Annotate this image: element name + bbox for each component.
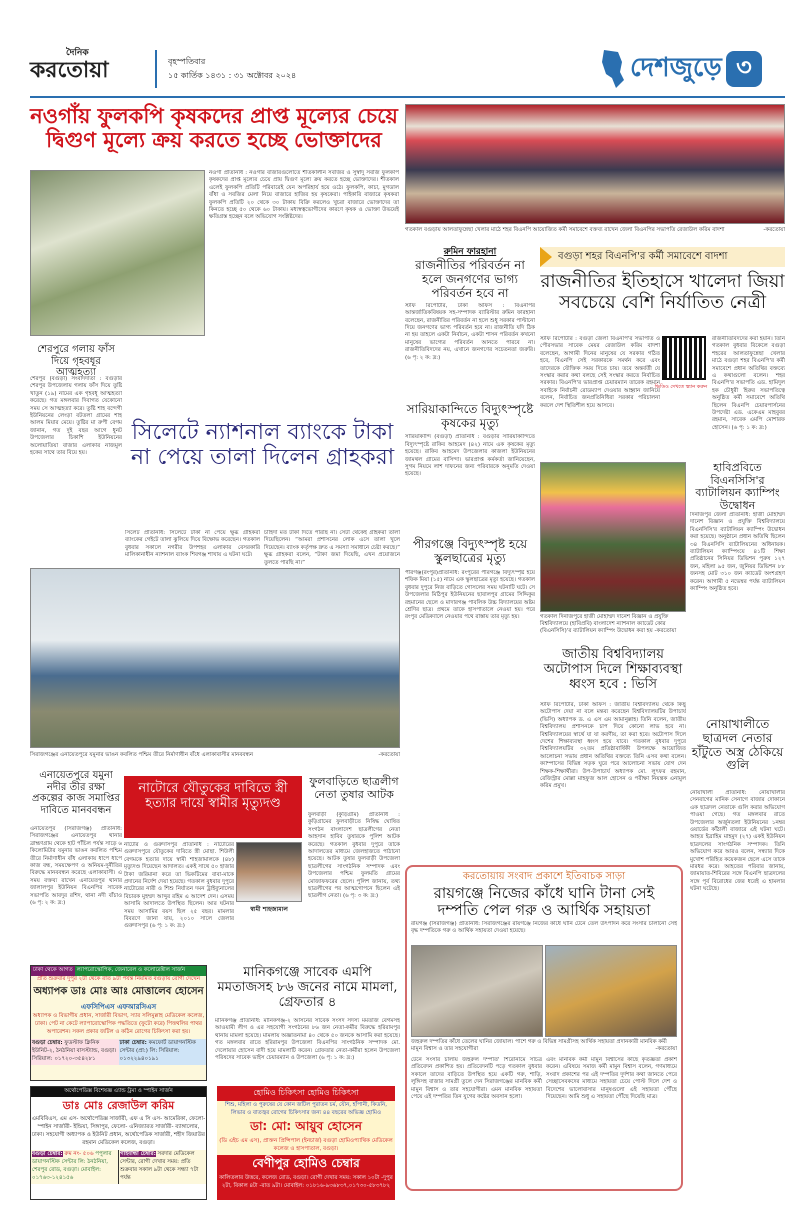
sylhet-headline: সিলেটে ন্যাশনাল ব্যাংকে টাকা না পেয়ে তালা দিলেন গ্রাহকরা <box>130 420 395 471</box>
human-chain-caption: সিরাজগঞ্জের এনায়েতপুরে যমুনার ভাঙন কবলিত পশ্চিম তীরে নির্মাণাধীন বাঁধে এলাকাবাসীর মানববন্ধন -করতোয়া <box>30 752 400 758</box>
bncc-headline: হাবিপ্রবিতে বিএনসিসি'র ব্যাটালিয়ন ক্যাম্পিং উদ্বোধন <box>695 461 780 512</box>
fulbari-headline: ফুলবাড়িতে ছাত্রলীগ নেতা তুষার আটক <box>309 775 399 801</box>
divider <box>155 50 157 88</box>
issue-date: ১৫ কার্তিক ১৪৩১ : ৩১ অক্টোবর ২০২৪ <box>168 71 297 80</box>
lead-headline: নওগাঁয় ফুলকপি কৃষকদের প্রাপ্ত মূল্যের চেয়ে দ্বিগুণ মূল্যে ক্রয় করতে হচ্ছে ভোক্তাদের <box>30 103 398 153</box>
nu-body: স্টাফ রিপোর্টার, ঢাকা অফিস : জাতীয় বিশ্ববিদ্যালয় থেকে কিছু অটোপাস দেয়া না বলে মন্তব্য করেছেন বিশ্ববিদ্যালয়টির উপাচার্য (ভিসি) অধ্যাপক ড. এ এস এম আমানুল্লাহ। তিনি বলেন, জাতীয় বিশ্ববিদ্যালয় প্রশাসনকে চাপ দিয়ে কোনো লাভ হবে না। বিশ্ববিদ্যালয়ের স্বার্থে যা যা করণীয়, তা করা হবে। অটোপাস দিলে দেশের শিক্ষাব্যবস্থা ধ্বংস হয়ে যাবে। গতকাল বুধবার দুপুরে বিশ্ববিদ্যালয়টির ৩২তম প্রতিষ্ঠাবার্ষিকী উপলক্ষে আয়োজিত আলোচনা সভায় প্রধান অতিথির বক্তব্যে তিনি এসব কথা বলেন। ক্যাম্পাসের বিভিন্ন সড়ক ঘুরে পরে আলোচনা সভায় যোগ দেন শিক্ষক-শিক্ষার্থীরা। উপ-উপাচার্য অধ্যাপক মো. লুৎফর রহমান, রেজিস্ট্রার মোল্লা মাহফুজ আল হোসেন ও পরীক্ষা নিয়ন্ত্রক এনামুল করিম প্রমুখ। <box>540 702 686 790</box>
convict-caption: স্বামী শাহজামাল <box>250 906 288 913</box>
rally-caption: গতকাল বগুড়ায় আলতাফুন্নেছা খেলার মাঠে শহর বিএনপি আয়োজিত কর্মী সমাবেশে বক্তব্য রাখেন জেলা বিএনপির সভাপতি রেজাউল করিম বাদশা -করতোয়া <box>405 227 785 233</box>
manikganj-body: মানিকগঞ্জ প্রতিনিধি: মানিকগঞ্জ-২ আসনের সাবেক সংসদ সদস্য মমতাজ বেগমসহ আওয়ামী লীগ ও এর সহযোগী সংগঠনের ৮৬ জন নেতা-কর্মীর বিরুদ্ধে হরিরামপুর থানায় মামলা হয়েছে। মামলায় অজ্ঞাতনামা ৪০ থেকে ৫০ জনকে আসামি করা হয়েছে। গত মঙ্গলবার রাতে হরিরামপুর উপজেলা বিএনপির সাংগঠনিক সম্পাদক মো. দেলোয়ার হোসেন বাদী হয়ে মামলাটি করেন। গ্রেফতার নেতা-কর্মীরা হলেন উপজেলা পরিষদের সাবেক ভাইস চেয়ারম্যান ও উপজেলা (৬ পৃ: ১ ক: দ্র:) <box>215 1018 400 1062</box>
natore-body: নাটোর ও গুরুদাসপুর প্রতিনিধি : নাটোরের গুরুদাসপুরে যৌতুকের দাবিতে স্ত্রী মোছা. শিউলী বেগমকে হত্যার দায়ে স্বামী শাহজামালকে (৪৮) মৃত্যুদণ্ড দিয়েছেন আদালত। একই সাথে ৫০ হাজার টাকা জরিমানা করে তা ভিকটিমের বাবা-মাকে প্রদানের নির্দেশ দেয়া হয়েছে। গতকাল বুধবার দুপুরে নাটোরের নারী ও শিশু নির্যাতন দমন ট্রাইব্যুনালের বিচারক মুহম্মদ আব্দুর রহিম এ আদেশ দেন। এসময় আসামি আদালতে উপস্থিত ছিলেন। আর ঘটনার সময় আসামির বয়স ছিল ২৫ বছর। মামলার বিবরণে জানা যায়, ২০১০ সালে জেলার গুরুদাসপুর (৬ পৃ: ১ ক: দ্র:) <box>124 842 234 930</box>
sherpur-headline: শেরপুরে গলায় ফাঁস দিয়ে গৃহবধূর আত্মহত্যা <box>37 344 115 378</box>
yamuna-body: এনায়েতপুর (সিরাজগঞ্জ) প্রতিনিধি: সিরাজগঞ্জের এনায়েতপুর থানার ব্রাহ্মণগ্রাম থেকে হাট পাঁচিল পর্যন্ত সাড়ে ৬ কিলোমিটার যমুনার ভাঙন কবলিত পশ্চিম তীরে নির্মাণাধীন বাঁধ এলাকায় ধাপে ধাপে কাজ বন্ধ, সময়ক্ষেপণ ও অনিয়ম-দুর্নীতির বিরুদ্ধে মানববন্ধন করেছে এলাকাবাসী। এ সময় বক্তব্য রাখেন এনায়েতপুর থানার জালালপুর ইউনিয়ন বিএনপির সাবেক সভাপতি আবদুর রশিদ, থানা নদী বাঁচাও (৬ পৃ: ২ ক: দ্র:) <box>30 826 122 907</box>
section-title: দেশজুড়ে ৩ <box>600 44 785 94</box>
rally-banner: বগুড়া শহর বিএনপি'র কর্মী সমাবেশে বাদশা <box>540 247 785 267</box>
qr-code[interactable] <box>664 338 704 378</box>
bncc-body: দিনাজপুর জেলা প্রতিনিধি: হাজী মোহাম্মদ দানেশ বিজ্ঞান ও প্রযুক্তি বিশ্ববিদ্যালয়ে বিএনসিসি'র ব্যাটালিয়ন ক্যাম্পিং উদ্বোধন করা হয়েছে। অনুষ্ঠানে প্রধান অতিথি ছিলেন ৩৪ বিএনসিসি ব্যাটালিয়নের অধিনায়ক। ব্যাটালিয়ন ক্যাম্পিংয়ে ৪১টি শিক্ষা প্রতিষ্ঠানের সিনিয়র ডিভিশন পুরুষ ১২৭ জন, মহিলা ৯৫ জন, জুনিয়র ডিভিশন ৮৮ জনসহ মোট ৩১০ জন ক্যাডেট অংশগ্রহণ করেন। আগামী ৫ নভেম্বর পর্যন্ত ব্যাটালিয়ন ক্যাম্পিং অনুষ্ঠিত হবে। <box>690 512 785 593</box>
bangladesh-map-icon <box>600 48 626 90</box>
convict-photo <box>236 842 302 902</box>
issue-day: বৃহস্পতিবার <box>168 57 206 66</box>
natore-headline: নাটোরে যৌতুকের দাবিতে স্ত্রী হত্যার দায়ে স্বামীর মৃত্যুদণ্ড <box>124 776 302 838</box>
raiganj-box: করতোয়ায় সংবাদ প্রকাশে ইতিবাচক সাড়া রায়গঞ্জে নিজের কাঁধে ঘানি টানা সেই দম্পতি পেল গরু ও আর্থিক সহায়তা রায়গঞ্জ (সিরাজগঞ্জ) প্রতিনিধি: সিরাজগঞ্জের রায়গঞ্জে নিজের কাঁধে ঘানি টেনে তেল উৎপাদন করে সংসার চালানো সেই বৃদ্ধ দম্পতিকে গরু ও আর্থিক সহায়তা দেওয়া হয়েছে। জহুরুল দম্পতির কাঁধে তেলের ঘানির জোয়াল। পাশে গরু ও বিভিন্ন সামগ্রীসহ আর্থিক সহায়তা প্রদানকারী মানবিক কর্মী মামুন বিশ্বাস ও তার সহযোগীরা -করতোয়া টেনে সংসার চালায় জহুরুল দম্পতি' শিরোনামে সচিত্র প্রতিবেদন প্রকাশিত হয়। প্রতিবেদনটি পড়ে গতকাল বুধবার সকালে তাদের বাড়িতে উপস্থিত হয়ে একটি গরু, শাড়ি, লুঙ্গিসহ বাজার সামগ্রী তুলে দেন সিরাজগঞ্জের মানবিক কর্মী মামুন বিশ্বাস ও তার সহযোগীরা। এমন মানবিক সহায়তা পেয়ে এই দম্পতির তিন যুগের কষ্টের অবসান হলো। এবং মানবিক কর্মী মামুন বিশ্বাসের কাছে কৃতজ্ঞতা প্রকাশ করেন। এবিষয়ে সমাজ কর্মী মামুন বিশ্বাস বলেন, গণমাধ্যমে সংবাদ প্রকাশের পর এই দম্পতির দুর্দশার কথা জানতে পেরে সেচ্ছাসেবকদের মাধ্যমে সহায়তা চেয়ে পোস্ট দিলে দেশ ও বিদেশের ভালোবাসার মানুষগুলো এই সহায়তা পৌঁছে দিয়েছেন। আমি শুধু এ সহায়তা পৌঁছে দিয়েছি মাত্র। <box>405 865 683 1191</box>
qr-label: ভিডিও দেখতে স্ক্যান করুন <box>654 384 708 390</box>
rally-photo <box>405 104 785 224</box>
oil-mill-photo <box>411 945 543 1037</box>
cow-donation-photo <box>545 945 677 1037</box>
rumin-article: রুমিন ফারহানা রাজনীতির পরিবর্তন না হলে জনগণের ভাগ্য পরিবর্তন হবে না স্টাফ রিপোর্টার, ঢাকা অফিস : বিএনপির আন্তর্জাতিকবিষয়ক সহ-সম্পাদক ব্যারিস্টার রুমিন ফারহানা বলেছেন, রাজনীতির পরিবর্তন না হলে শুধু সরকার পাল্টানো দিয়ে জনগণের ভাগ্য পরিবর্তন হবে না। রাজনীতি যদি ঠিক না হয় তাহলে একটা নির্বাচন, একটা শাসন পরিবর্তন কখনো মানুষের ভাগ্যের পরিবর্তন আনতে পারবে না। রাজনীতিবিদদের নয়, এখানে জনগণের সচেতনতা জরুরি। (৬ পৃ: ২ ক: দ্র:) সারিয়াকান্দিতে বিদ্যুৎস্পৃষ্টে কৃষকের মৃত্যু সারিয়াকান্দি (বগুড়া) প্রতিনিধি : বগুড়ার সারিয়াকান্দিতে বিদ্যুৎস্পৃষ্টে রাকিব আহমেদ (৪২) নামে এক কৃষকের মৃত্যু হয়েছে। রাকিব আহমেদ উপজেলার কাজলা ইউনিয়নের জামথল গ্রামের বাসিন্দা। ভারপ্রাপ্ত কর্মকর্তা জানিয়েছেন, সুগম নিয়মে লাশ দাফনের জন্য পরিবারকে অনুমতি দেওয়া হয়েছে। পীরগঞ্জে বিদ্যুৎস্পৃষ্ট হয়ে স্কুলছাত্রের মৃত্যু পীরগঞ্জ(রংপুর)প্রতিনিধি: রংপুরের পীরগঞ্জে বিদ্যুৎস্পৃষ্ট হয়ে শফিক মিয়া (১৫) নামে এক স্কুলছাত্রের মৃত্যু হয়েছে। গতকাল বুধবার দুপুরে নিজ বাড়িতে গোসলের সময় ঘটনাটি ঘটে। সে উপজেলার মিঠিপুর ইউনিয়নের ছাবালপুর গ্রামের সিদ্দিকুর রহমানের ছেলে ও মাদারগঞ্জ পাবলিক উচ্চ বিদ্যালয়ের অষ্টম শ্রেণির ছাত্র। প্রথমে তাকে হাসপাতালে নেওয়া হয়। পরে রংপুর মেডিক্যালে নেওয়ার পথে রাস্তায় তার মৃত্যু হয়। <box>405 247 535 621</box>
raiganj-caption: জহুরুল দম্পতির কাঁধে তেলের ঘানির জোয়াল। পাশে গরু ও বিভিন্ন সামগ্রীসহ আর্থিক সহায়তা প্রদানকারী মানবিক কর্মী মামুন বিশ্বাস ও তার সহযোগীরা -করতোয়া <box>411 1039 677 1052</box>
sherpur-body: শেরপুর (বগুড়া) সংবাদদাতা : বগুড়ার শেরপুর উপজেলায় গলায় ফাঁস দিয়ে তুষ্টি খাতুন (১৯) নামের এক গৃহবধূ আত্মহত্যা করেছে। গত মঙ্গলবার দিবাগত যেকোনো সময় সে আত্মহত্যা করে। তুষ্টি শাহ বন্দেগী ইউনিয়নের লেংড়া বটতলা গ্রামের শাহ আলম মিয়ার মেয়ে। তুষ্টির মা রুপী বেগম জানান, গত দুই বছর আগে ধুনট উপজেলার চিকাশি ইউনিয়নের অলোয়াতিয়া বাজার এলাকার নাজমুল হকের সাথে তার বিয়ে হয়। <box>30 376 122 457</box>
yamuna-headline: এনায়েতপুরে যমুনা নদীর তীর রক্ষা প্রকল্পের কাজ সমাপ্তির দাবিতে মানববন্ধন <box>32 770 120 816</box>
bncc-caption: গতকাল দিনাজপুরে হাজী মোহাম্মদ দানেশ বিজ্ঞান ও প্রযুক্তি বিশ্ববিদ্যালয়ে (হাবিপ্রবি) বাংলাদেশ ন্যাশনাল ক্যাডেট কোর (বিএনসিসি)'র ব্যাটালিয়ন ক্যাম্পিং উদ্বোধন করা হয় -করতোয়া <box>540 614 677 634</box>
page-number-badge: ৩ <box>726 51 762 87</box>
header-rule <box>30 96 785 98</box>
ad-dr-motaleb: ঢাকা থেকে আগত ল্যাপরোস্কোপিক, জেনারেল ও কলোরেক্টাল সার্জন প্রতি শুক্রবার দুপুর ২টা থেকে রাত ৯টা পর্যন্ত নিয়মিত বগুড়ায় রোগী দেখেন অধ্যাপক ডাঃ মোঃ আঃ মোত্তালেব হোসেন এফসিপিএস এফআরসিএস অধ্যাপক ও বিভাগীয় প্রধান, সার্জারী বিভাগ, স্যার সলিমুল্লাহ মেডিকেল কলেজ, ঢাকা। পেট না কেটে ল্যাপারোস্কোপিক পদ্ধতিতে (ফুটো করে) পিত্তথলির পাথর অপারেশন। সকল প্রকার জটিল ও কঠিন রোগের চিকিৎসা করা হয়। বগুড়া চেম্বার: ফুডস্টাফ ক্লিনিক ইউনিট-২, ঠনঠনিয়া বাসস্ট্যান্ড, বগুড়া। সিরিয়াল: ০১৭২০-৩৫৪২৮১ ঢাকা চেম্বার: কমফোর্ট ডায়াগনস্টিক সেন্টার (প্রা:) লি: সিরিয়াল: ০১৩২২৯৪০১৯১ <box>30 965 207 1081</box>
noakhali-body: নোয়াখালী প্রতিনিধি: নোয়াখালীর সেনবাগের মানিক সেনাগে বাজার দোকানে এক ছাত্রদল নেতাকে গুলি করার অভিযোগ পাওয়া গেছে। গত মঙ্গলবার রাতে উপজেলার অর্জুনতলা ইউনিয়নের ১নম্বর ওয়ার্ডের কাঁঠালী বাজারে এই ঘটনা ঘটে। আহত ইব্রাহিম মাহমুদ (২৭) একই ইউনিয়ন ছাত্রদলের সাংগঠনিক সম্পাদক। তিনি অভিযোগ করে আরও বলেন, সন্ধ্যার দিকে মুখোশ পরিহিত কয়েকজন ছেলে এসে তাকে মারধর করে। আহতের পরিবার জানায়, জামায়াত-শিবিরের সঙ্গে বিএনপি ছাত্রদলের সঙ্গে পূর্ব বিরোধের জের ধরেই এ হামলার ঘটনা ঘটেছে। <box>690 790 785 893</box>
khaleda-headline: রাজনীতির ইতিহাসে খালেদা জিয়া সবচেয়ে বেশি নির্যাতিত নেত্রী <box>540 271 785 313</box>
masthead-logo: দৈনিক করতোয়া <box>30 48 109 83</box>
ad-homeo: হোমিও চিকিৎসা হোমিও চিকিৎসা শিশু, মহিলা ও পুরুষের যে কোন জটিল পুরাতন চর্ম, যৌন, হাঁপানী, কিডনি, লিভার ও বাতজ্বর রোগের চিকিৎসার জন্য ৪৪ বছরের অভিজ্ঞ হোমিও ডা: মো: আয়ুব হোসেন (ডি এইচ এম এস), প্রাক্তন প্রিন্সিপাল (ইনচার্জ) বগুড়া হোমিওপ্যাথিক মেডিকেল কলেজ ও হাসপাতাল, বগুড়া। বেণীপুর হোমিও চেম্বার কালিতলার উত্তরে, কলেজ রোড, বগুড়া। রোগী দেখার সময়: সকাল ১০টা -দুপুর ২টা, বিকাল ৪টা -রাত ৯টা। মোবাইল: ০১৮১৬-৯৩৬৮৩৭,০১৭৩০-৫৮৩৭৮২ <box>217 1086 395 1200</box>
sylhet-body-2: চাহিদা মত টাকা দিতে পারছি না। সেটা থেকেই গ্রাহকরা তালা দিয়েছিলেন। “আমরা প্রশাসনের লোক এসে তালা খুলে দিয়েছেন। ব্যাংক কর্তৃপক্ষ দ্রুত এ সমস্যা সমাধানে চেষ্টা করছে।” ক্ষুব্ধ গ্রাহকরা বলেন, “টাকা জমা দিয়েছি, এখন প্রয়োজনে তুলতে পারছি না।” <box>264 530 400 566</box>
sylhet-body-1: সিলেট প্রতিনিধি: সিলেটে টাকা না পেয়ে ক্ষুব্ধ গ্রাহকরা ব্যাংকের গেইটে তালা ঝুলিয়ে দিয়ে বিক্ষোভ করেছেন। গতকাল বুধবার সকালে নগরীর উপশহর এলাকার বেসরকারি মালিকানাধীন ন্যাশনাল ব্যাংক শিবগঞ্জ শাখায় এ ঘটনা ঘটে। <box>125 530 260 559</box>
khaleda-body-2: রাজনীতিবিদদের করা হয়নি। তিনি গতকাল বুধবার বিকেলে বগুড়া শহরের আলতাফুন্নেছা খেলার মাঠে বগুড়া শহর বিএনপি'র কর্মী সমাবেশে প্রধান অতিথির বক্তব্যে এ কথাগুলো বলেন। শহর বিএনপি'র সভাপতি এড. হামিদুল হক চৌধুরী হিরুর সভাপতিত্বে অনুষ্ঠিত কর্মী সমাবেশে অতিথি ছিলেন বিএনপি চেয়ারপার্সনের উপদেষ্টা এড. একেএম মাহবুবর রহমান, সাবেক এমপি মোশারফ হোসেন। (৬ পৃ: ১ ক: দ্র:) <box>712 336 785 431</box>
manikganj-headline: মানিকগঞ্জে সাবেক এমপি মমতাজসহ ৮৬ জনের নামে মামলা, গ্রেফতার ৪ <box>217 965 398 1010</box>
fulbari-body: ফুলবাড়ী (কুড়িগ্রাম) প্রতিনিধি : কুড়িগ্রামের ফুলবাড়ীতে নিষিদ্ধ ঘোষিত সংগঠন বাংলাদেশ ছাত্রলীগের নেতা আহসান হাবিব তুষারকে পুলিশ আটক করেছে। গতকাল বুধবার দুপুরে তাকে আদালতের মাধ্যমে জেলহাজতে পাঠানো হয়েছে। আটক তুষার ফুলবাড়ী উপজেলা ছাত্রলীগের সাংগঠনিক সম্পাদক এবং উপজেলার পশ্চিম ফুলমতি গ্রামের মোজাফফরের ছেলে। পুলিশ জানায়, তথ্য ছাত্রলীগের পর আত্মগোপনে ছিলেন এই ছাত্রলীগ নেতা। (৬ পৃ: ৩ ক: দ্র:) <box>308 812 400 900</box>
lead-body: নওগাঁ প্রতিনিধি : নওগাঁর বাজারগুলোতে শীতকালীন সবজির ও সুস্বাদু সবজি ফুলকপি কৃষকদের প্রাপ্ত মূল্যের চেয়ে প্রায় দ্বিগুণ মূল্যে ক্রয় করতে হচ্ছে ভোক্তাদের। শীতকাল এলেই ফুলকপি প্রতিটি পরিবারেই যেন অপরিহার্য হয়ে ওঠে। ফুলকপি, কাচা, মুগডাল বাঁধা ও সবজির মেলা নিয়ে বাজারে হাজির হয় কৃষকেরা। পাইকারি বাজারে কৃষকরা ফুলকপি প্রতিটি ২০ থেকে ৩০ টাকায় বিক্রি করলেও খুচরা বাজারে ভোক্তাদের তা কিনতে হচ্ছে ৫০ থেকে ৬০ টাকায়। মধ্যস্বত্বভোগীদের কারণে কৃষক ও ভোক্তা উভয়েই ক্ষতিগ্রস্ত হচ্ছেন বলে অভিযোগ সংশ্লিষ্টদের। <box>209 170 399 221</box>
bncc-photo <box>540 462 686 612</box>
noakhali-headline: নোয়াখালীতে ছাত্রদল নেতার হাঁটুতে অস্ত্র ঠেকিয়ে গুলি <box>691 717 784 773</box>
human-chain-photo <box>30 568 400 748</box>
nu-headline: জাতীয় বিশ্ববিদ্যালয় অটোপাস দিলে শিক্ষাব্যবস্থা ধ্বংস হবে : ভিসি <box>543 647 683 692</box>
khaleda-body-1: স্টাফ রিপোর্টার : বগুড়া জেলা বিএনপি'র সভাপতি ও পৌরসভার সাবেক মেয়র রেজাউল করিম বাদশা বলেছেন, আগামী দিনের মানুষের যে সরকার গঠিত হবে, বিএনপি সেই সরকারকে সমর্থন করে এবং তাদেরকে যৌক্তিক সময় দিতে চায়। তবে অন্তর্বর্তী যে সংস্কার করার কথা বলছে সেই সংস্কার করতে নির্বাচিত সরকার। বিএনপি'র ভারপ্রাপ্ত চেয়ারম্যান তারেক রহমান সবাইকে নির্বাচনী রোডম্যাপ দেওয়ার আহ্বান জানিয়ে বলেন, নির্বাচিত জনপ্রতিনিধিরা সরকার পরিচালনা করলে দেশ স্থিতিশীল হয়ে আসবে। <box>540 336 660 409</box>
cauliflower-photo <box>30 170 205 336</box>
ad-dr-rezaul: অর্থোপেডিক্স বিশেষজ্ঞ এ্যান্ড ট্রমা ও স্পাইন সার্জন ডাঃ মোঃ রেজাউল করিম এমবিবিএস, এম এস- অর্থোপেডিক্স সার্জারী, এফ এ সি এস- আমেরিকা, ফেলো- স্পাইন সার্জারী- ইন্ডিয়া, সিঙ্গাপুর, ফেলো- এনিজ্যারত সার্জারী- ব্যাঙ্গালোর, ঢাকা। সহযোগী অধ্যাপক ও ইউনিট প্রধান, অর্থোপেডিক সার্জারী, শহীদ জিয়াউর রহমান মেডিকেল কলেজ, বগুড়া। বগুড়া চেম্বার: রুম নং- ৫০৬ পপুলার ডায়াগনস্টিক সেন্টার লি: ঠনঠনিয়া, শেরপুর রোড, বগুড়া। মোবাইল: ০১৭৬৩-১২৪১৫৬ গাইবান্ধা চেম্বার: সরদার মেডিকেল সেন্টার, রোগী দেখার সময়: প্রতি শুক্রবার সকাল ৯টা থেকে সন্ধ্যা ৭টা পর্যন্ত <box>30 1086 207 1200</box>
